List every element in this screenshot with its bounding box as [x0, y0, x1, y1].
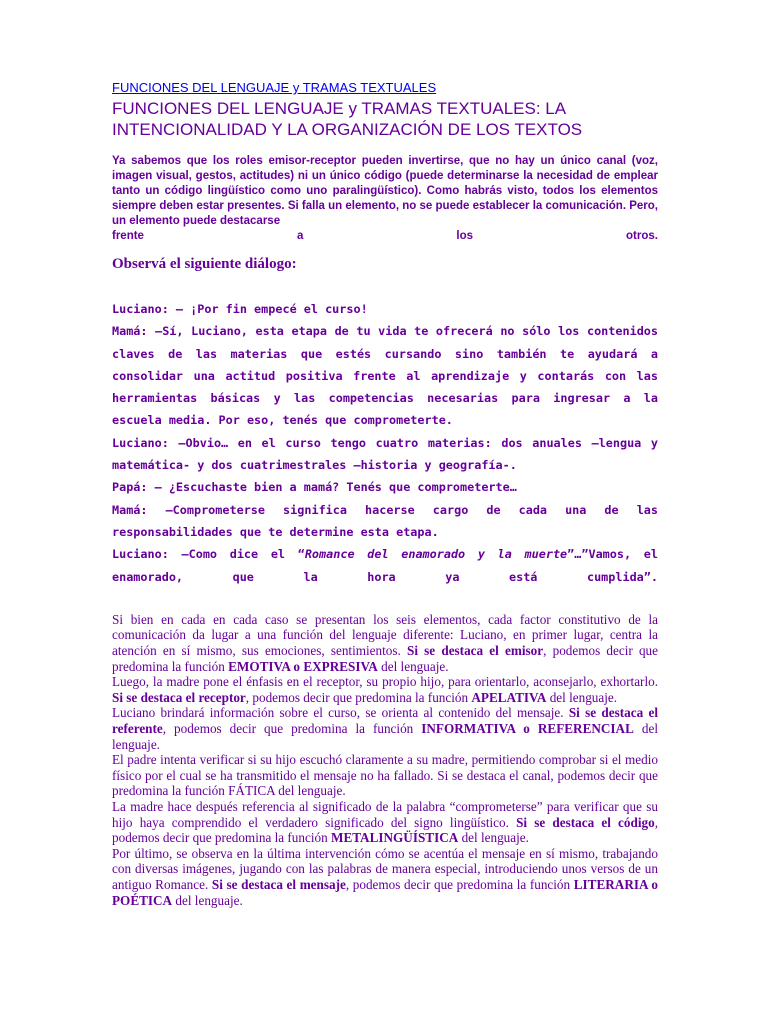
speaker-name: Luciano:: [112, 547, 169, 562]
analysis-paragraph: [112, 799, 658, 846]
highlight-text: Si se destaca el receptor: [112, 689, 246, 705]
analysis-text: del lenguaje.: [458, 830, 529, 846]
dialog-text: –Como dice el “: [168, 547, 305, 562]
intro-paragraph: Ya sabemos que los roles emisor-receptor pueden invertirse, que no hay un único canal (voz, imagen visual, gestos, actitudes) ni un único código (puede determinarse la necesidad de emplear tanto un código lingüístico como uno paralingüístico). Como habrás visto, todos los elementos siempre deben estar presentes. Si falla un elemento, no se puede establecer la comunicación. Pero, un elemento puede destacarse: [112, 155, 658, 227]
highlight-text: Si se destaca el referente: [112, 705, 658, 737]
dialog-line: [112, 298, 658, 320]
analysis-text: , podemos decir que predomina la función: [112, 643, 659, 674]
analysis-paragraph: [112, 705, 658, 752]
function-name: EMOTIVA o EXPRESIVA: [228, 658, 378, 674]
analysis-text: del lenguaje.: [377, 658, 449, 674]
dialog-line: [112, 543, 658, 588]
document-page: [112, 80, 658, 908]
function-name: APELATIVA: [471, 689, 547, 705]
dialog-text: – ¡Por fin empecé el curso!: [168, 302, 368, 316]
dialog-text: – ¿Escuchaste bien a mamá? Tenés que comprometerte…: [147, 480, 517, 495]
function-name: LITERARIA o POÉTICA: [112, 876, 658, 908]
analysis-text: del lenguaje.: [112, 721, 658, 752]
analysis-text: Luego, la madre pone el énfasis en el receptor, su propio hijo, para orientarlo, aconsejarlo, exhortarlo.: [112, 674, 658, 690]
highlight-text: Si se destaca el emisor: [406, 643, 544, 659]
dialog-block: [112, 298, 658, 588]
intro-word: los: [456, 230, 474, 242]
function-name: INFORMATIVA o REFERENCIAL: [421, 721, 634, 737]
intro-word: a: [296, 230, 304, 242]
analysis-paragraph: [112, 752, 658, 799]
dialog-line: [112, 432, 658, 477]
analysis-paragraph: [112, 674, 658, 705]
analysis-text: , podemos decir que predomina la función: [112, 814, 658, 846]
intro-word: otros.: [626, 230, 658, 242]
speaker-name: Luciano:: [112, 435, 169, 450]
analysis-section: [112, 612, 658, 908]
dialog-text: –Comprometerse significa hacerse cargo de cada una de las responsabilidades que te determine esta etapa.: [112, 502, 658, 539]
romance-title: Romance del enamorado y la muerte: [304, 547, 568, 562]
analysis-text: El padre intenta verificar si su hijo escuchó claramente a su madre, permitiendo comprobar si el medio físico por el cual se ha transmitido el mensaje no ha fallado. Si se destaca el canal, podemos decir que predomina la función FÁTICA del lenguaje.: [112, 752, 658, 799]
analysis-text: Por último, se observa en la última intervención cómo se acentúa el mensaje en sí mismo, trabajando con diversas imágenes, jugando con las palabras de manera especial, introduciendo unos versos de un antiguo Romance.: [112, 845, 658, 892]
analysis-text: del lenguaje.: [546, 689, 618, 705]
dialog-line: [112, 476, 658, 498]
dialog-line: [112, 320, 658, 431]
dialog-heading: Observá el siguiente diálogo:: [112, 256, 297, 272]
analysis-text: , podemos decir que predomina la función: [345, 876, 574, 892]
dialog-text: –Obvio… en el curso tengo cuatro materias: dos anuales –lengua y matemática- y dos cuatrimestrales –historia y geografía-.: [112, 435, 658, 473]
analysis-paragraph: [112, 846, 658, 908]
dialog-text: ”…”Vamos, el enamorado, que la hora ya está cumplida”.: [112, 547, 658, 584]
function-name: METALINGÜÍSTICA: [331, 830, 459, 846]
highlight-text: Si se destaca el código: [516, 814, 655, 830]
analysis-text: del lenguaje.: [172, 892, 243, 908]
title-link[interactable]: FUNCIONES DEL LENGUAJE y TRAMAS TEXTUALES: [112, 80, 437, 95]
speaker-name: Mamá:: [112, 502, 148, 517]
intro-word: frente: [112, 230, 144, 242]
dialog-text: –Sí, Luciano, esta etapa de tu vida te ofrecerá no sólo los contenidos claves de las materias que estés cursando sino también te ayudará a consolidar una actitud positiva frente al aprendizaje y contarás con las herramientas básicas y las competencias necesarias para ingresar a la escuela media. Por eso, tenés que comprometerte.: [112, 324, 658, 428]
speaker-name: Mamá:: [112, 324, 148, 339]
analysis-text: Si bien en cada en cada caso se presentan los seis elementos, cada factor constitutivo de la comunicación da lugar a una función del lenguaje diferente: Luciano, en primer lugar, centra la atención en sí mismo, sus emociones, sentimientos.: [112, 611, 658, 659]
intro-last-line: [112, 229, 658, 244]
analysis-text: , podemos decir que predomina la función: [245, 689, 472, 705]
speaker-name: Papá:: [112, 480, 148, 495]
highlight-text: Si se destaca el mensaje: [211, 876, 346, 892]
page-title: FUNCIONES DEL LENGUAJE y TRAMAS TEXTUALES: LA INTENCIONALIDAD Y LA ORGANIZACIÓN DE LOS TEXTOS: [112, 99, 583, 139]
speaker-name: Luciano:: [112, 302, 169, 316]
analysis-text: La madre hace después referencia al significado de la palabra “comprometerse” para verificar que su hijo haya comprendido el verdadero significado del signo lingüístico.: [112, 798, 658, 830]
analysis-text: Luciano brindará información sobre el curso, se orienta al contenido del mensaje.: [112, 705, 569, 721]
analysis-paragraph: [112, 612, 658, 674]
analysis-text: , podemos decir que predomina la función: [162, 721, 422, 737]
dialog-line: [112, 499, 658, 544]
